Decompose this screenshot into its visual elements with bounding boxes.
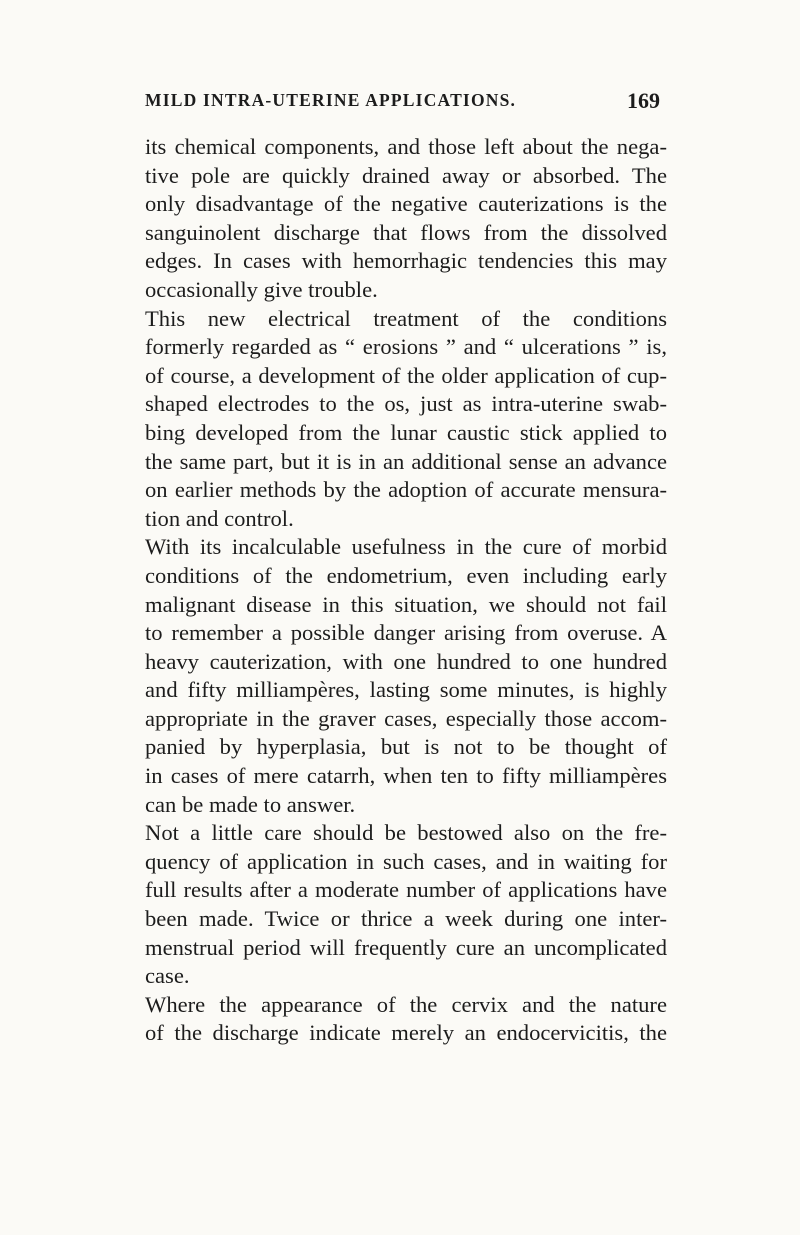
text-line: of the discharge indicate merely an endocervicitis, the	[145, 1020, 667, 1046]
text-line: edges. In cases with hemorrhagic tendencies this may	[145, 248, 667, 274]
text-line: shaped electrodes to the os, just as intra-uterine swab-	[145, 391, 667, 417]
text-line: only disadvantage of the negative cauterizations is the	[145, 191, 667, 217]
text-line: tion and control.	[145, 505, 294, 531]
text-line: and fifty milliampères, lasting some minutes, is highly	[145, 677, 667, 703]
text-line: occasionally give trouble.	[145, 276, 378, 302]
text-line: in cases of mere catarrh, when ten to fifty milliampères	[145, 763, 667, 789]
text-line: malignant disease in this situation, we should not fail	[145, 591, 667, 617]
text-line: This new electrical treatment of the conditions	[145, 305, 667, 331]
running-head	[145, 88, 660, 120]
text-line: panied by hyperplasia, but is not to be thought of	[145, 734, 667, 760]
body-text	[145, 133, 667, 1048]
text-line: of course, a development of the older application of cup-	[145, 362, 667, 388]
text-line: the same part, but it is in an additional sense an advance	[145, 448, 667, 474]
text-line: conditions of the endometrium, even including early	[145, 562, 667, 588]
running-title: MILD INTRA-UTERINE APPLICATIONS.	[145, 90, 517, 110]
text-line: its chemical components, and those left about the nega-	[145, 134, 667, 159]
text-line: Where the appearance of the cervix and the nature	[145, 991, 667, 1017]
text-line: can be made to answer.	[145, 791, 356, 817]
text-line: bing developed from the lunar caustic stick applied to	[145, 419, 667, 445]
text-line: appropriate in the graver cases, especially those accom-	[145, 705, 667, 731]
text-line: quency of application in such cases, and in waiting for	[145, 848, 667, 874]
text-line: formerly regarded as “ erosions ” and “ ulcerations ” is,	[145, 334, 667, 360]
text-line: to remember a possible danger arising from overuse. A	[145, 620, 667, 646]
text-line: full results after a moderate number of applications have	[145, 877, 667, 903]
text-line: menstrual period will frequently cure an uncomplicated	[145, 934, 667, 960]
text-line: With its incalculable usefulness in the cure of morbid	[145, 534, 667, 560]
text-line: sanguinolent discharge that flows from the dissolved	[145, 219, 667, 245]
text-line: heavy cauterization, with one hundred to one hundred	[145, 648, 667, 674]
text-line: case.	[145, 963, 190, 989]
text-line: on earlier methods by the adoption of accurate mensura-	[145, 477, 667, 503]
text-line: been made. Twice or thrice a week during one inter-	[145, 906, 667, 932]
text-line: Not a little care should be bestowed also on the fre-	[145, 820, 667, 846]
text-line: tive pole are quickly drained away or absorbed. The	[145, 162, 667, 188]
page-number: 169	[627, 88, 660, 113]
